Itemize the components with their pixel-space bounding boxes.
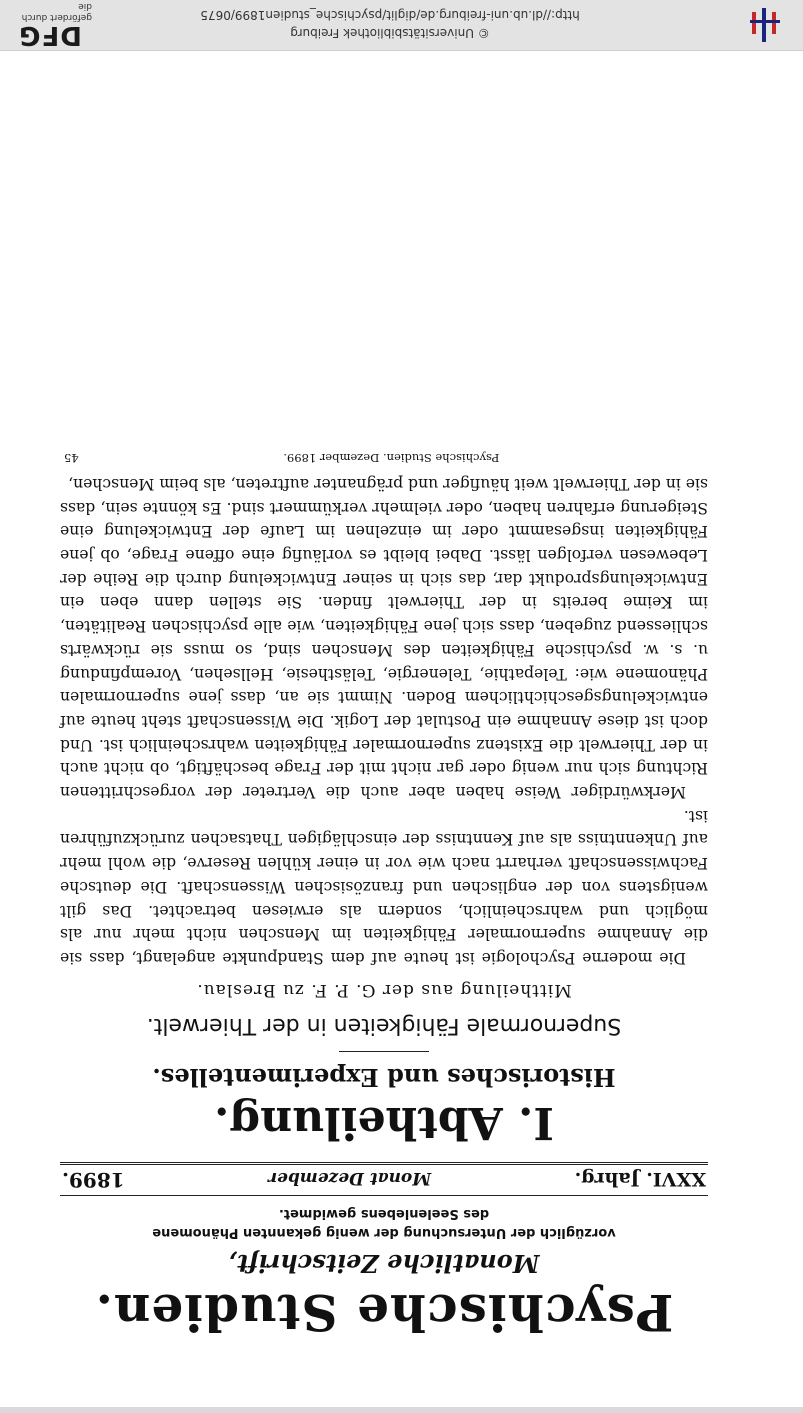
journal-subtitle: Monatliche Zeitschrift, [228, 1249, 540, 1278]
source-url[interactable]: http://dl.ub.uni-freiburg.de/diglit/psychische_studien1899/0675 [200, 8, 580, 22]
section-heading: I. Abtheilung. [214, 1097, 554, 1148]
journal-dedication [60, 1196, 708, 1242]
page-number: 45 [64, 451, 79, 466]
bottom-strip [0, 1407, 803, 1413]
page-footer [60, 451, 708, 465]
dfg-subtitle: gefördert durch die [21, 1, 92, 22]
section-subheading: Historisches und Experimentelles. [152, 1063, 616, 1092]
article-title: Supernormale Fähigkeiten in der Thierwelt. [146, 1013, 622, 1038]
issue-line [60, 1162, 708, 1196]
dedication-line-1: vorzüglich der Untersuchung der wenig gekannten Phänomene [152, 1225, 616, 1240]
dfg-letters: DFG [18, 20, 82, 50]
article-author: Mittheilung aus der G. P. F. zu Breslau. [196, 980, 572, 1000]
issue-month: Monat Dezember [268, 1168, 432, 1188]
copyright-text: © Universitätsbibliothek Freiburg [290, 26, 490, 40]
divider [339, 1051, 429, 1052]
dfg-logo [8, 1, 92, 50]
issue-volume: XXVI. Jahrg. [574, 1168, 706, 1190]
viewer-toolbar [0, 0, 803, 51]
footer-source: Psychische Studien. Dezember 1899. [283, 451, 500, 466]
source-info [100, 2, 680, 46]
paragraph-1: Die moderne Psychologie ist heute auf dem Standpunkte angelangt, dass sie die Annahme supernormaler Fähigkeiten im Menschen nicht mehr nur als möglich und wahrscheinlich, sondern als erwiesen betrachtet. Das gilt wenigstens von der englischen und französischen Wissenschaft. Die deutsche Fachwissenschaft verharrt nach wie vor in einer kühlen Reserve, die wohl mehr auf Unkenntniss als auf Kenntniss der einschlägigen Thatsachen zurückzuführen ist. [60, 806, 708, 967]
issue-year: 1899. [62, 1168, 125, 1192]
dedication-line-2: des Seelenlebens gewidmet. [278, 1206, 490, 1221]
library-logo-icon [742, 4, 792, 44]
scanned-page [60, 170, 708, 1350]
paragraph-2: Merkwürdiger Weise haben aber auch die Vertreter der vorgeschrittenen Richtung sich nur wenig oder gar nicht mit der Frage beschäftigt, ob nicht auch in der Thierwelt die Existenz supernormaler Fähigkeiten wahrscheinlich ist. Und doch ist diese Annahme ein Postulat der Logik. Die Wissenschaft steht heute auf entwickelungsgeschichtlichem Boden. Nimmt sie an, dass jene supernormalen Phänomene wie: Telepathie, Telenergie, Telästhesie, Hellsehen, Vorempfindung u. s. w. psychische Fähigkeiten des Menschen sind, so muss sie rückwärts schliessend zugeben, dass sich jene Fähigkeiten, wie alle psychischen Realitäten, im Keime bereits in der Thierwelt finden. Sie stellen dann eben ein Entwickelungsprodukt dar, das sich in seiner Entwickelung durch die Reihe der Lebewesen verfolgen lässt. Dabei bleibt es vorläufig eine offene Frage, ob jene Fähigkeiten insgesammt oder im einzelnen im Laufe der Entwickelung eine Steigerung erfahren haben, oder vielmehr verkümmert sind. Es könnte sein, dass sie in der Thierwelt weit häufiger und prägnanter auftreten, als beim Menschen, [60, 474, 708, 802]
article-body [60, 471, 708, 969]
journal-title: Psychische Studien. [94, 1283, 674, 1342]
